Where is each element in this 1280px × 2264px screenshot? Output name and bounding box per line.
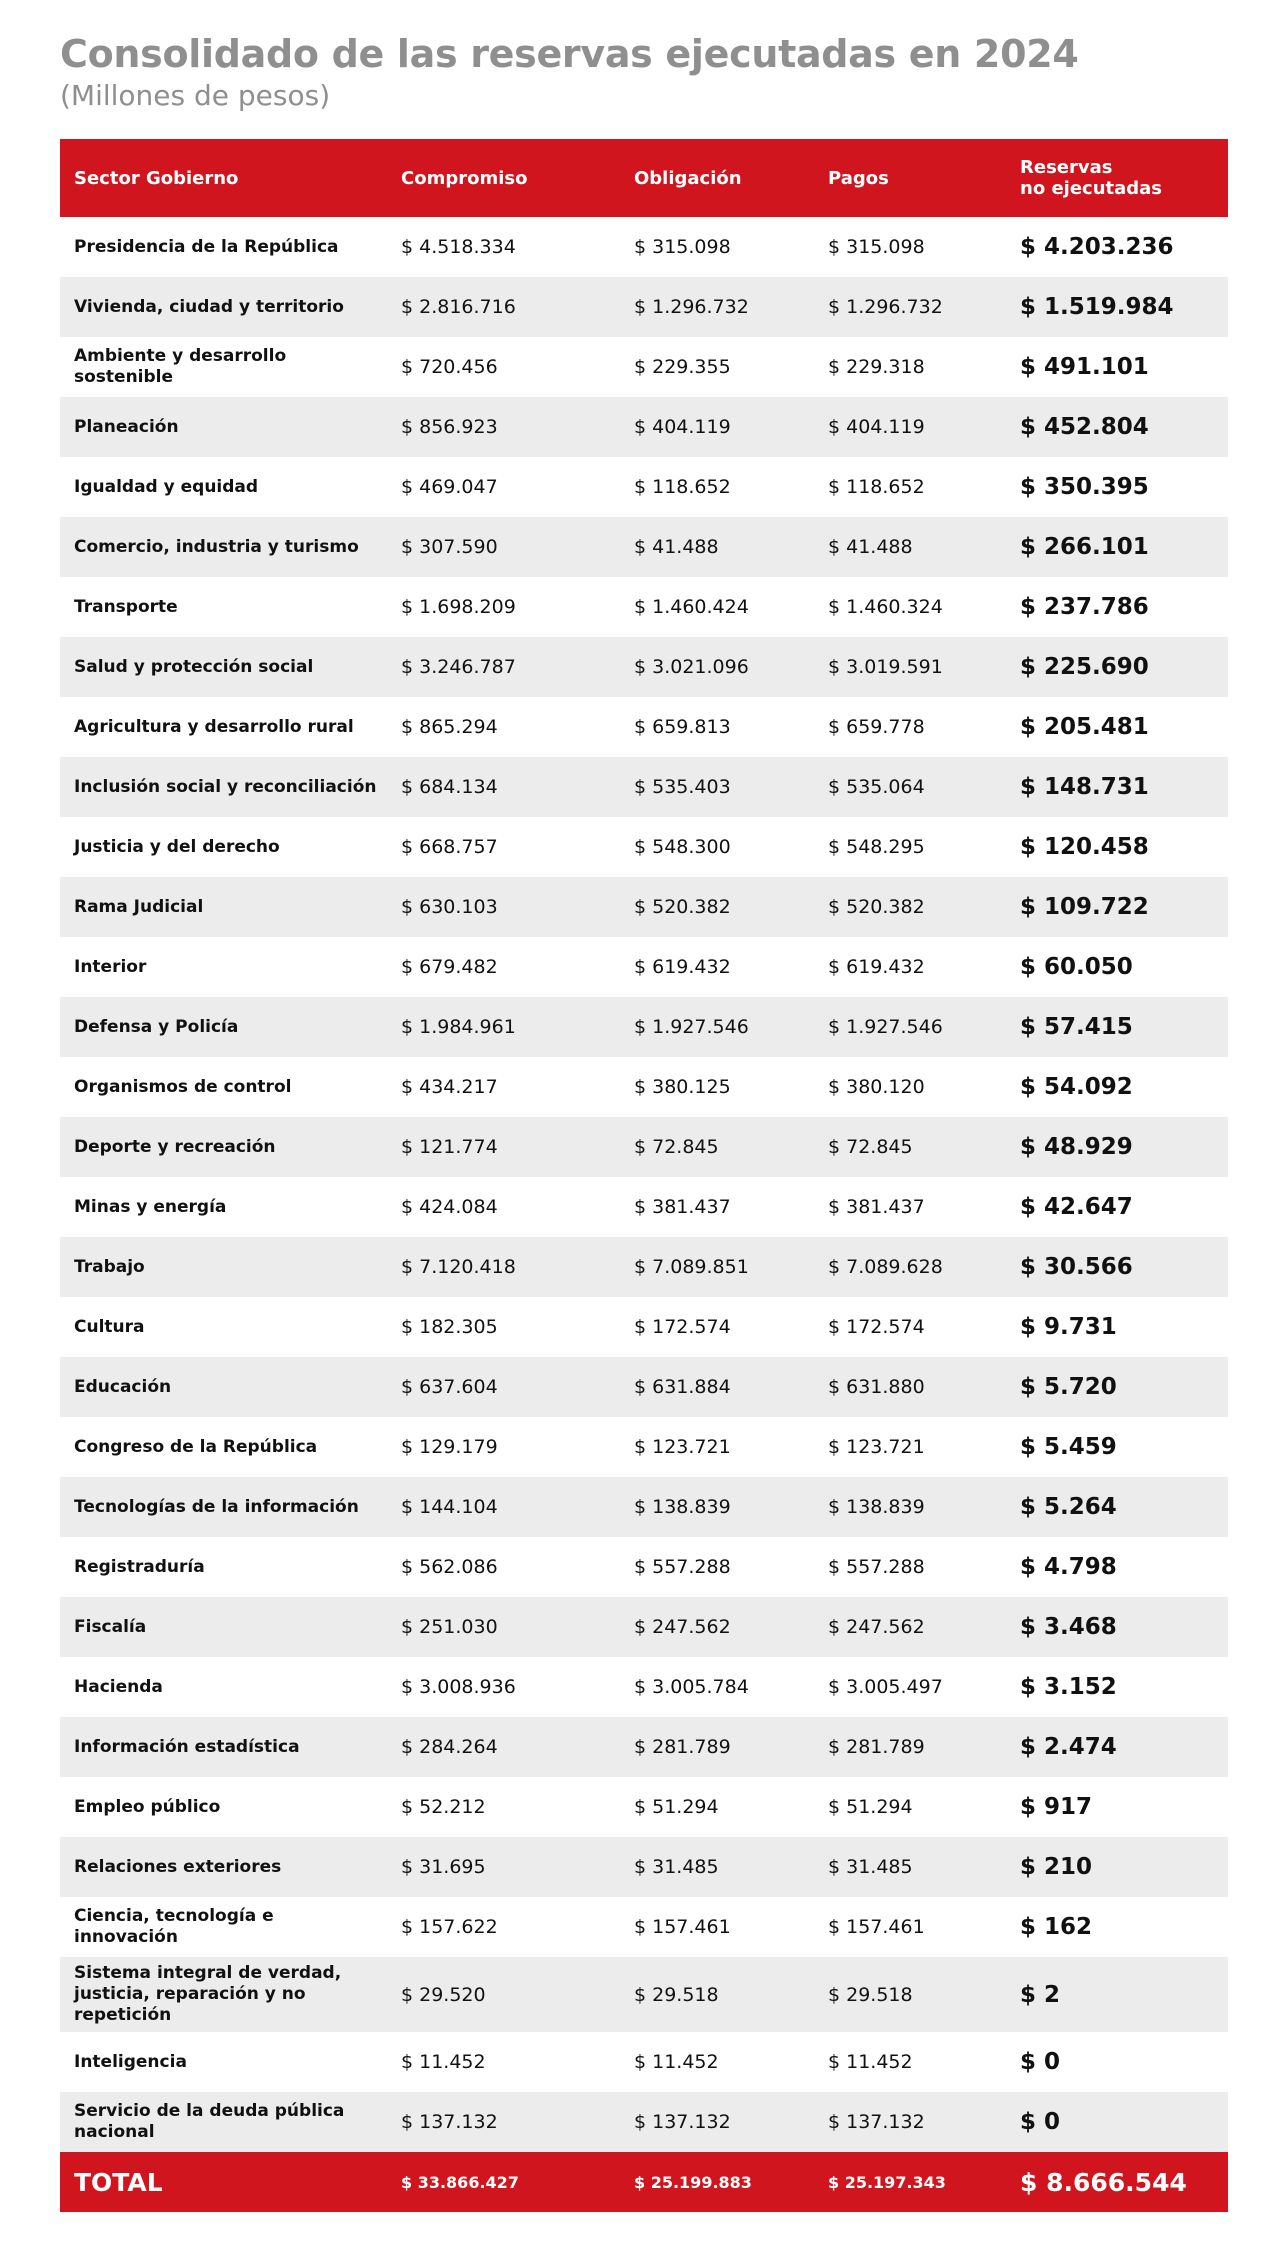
total-row [60, 2152, 1228, 2212]
table-row [60, 697, 1228, 757]
cell-reservas: $ 2 [1020, 1981, 1061, 2008]
cell-obligacion: $ 520.382 [634, 896, 731, 918]
cell-compromiso: $ 434.217 [401, 1076, 498, 1098]
table-row [60, 1597, 1228, 1657]
cell-reservas: $ 205.481 [1020, 714, 1149, 740]
cell-obligacion: $ 3.005.784 [634, 1676, 749, 1698]
cell-pagos: $ 659.778 [828, 716, 925, 738]
cell-reservas: $ 5.459 [1020, 1434, 1117, 1460]
cell-sector: Comercio, industria y turismo [74, 536, 359, 557]
cell-sector: Planeación [74, 416, 179, 437]
table-row [60, 457, 1228, 517]
header-reservas-line2: no ejecutadas [1020, 178, 1163, 199]
cell-compromiso: $ 3.246.787 [401, 656, 516, 678]
table-row [60, 1537, 1228, 1597]
cell-sector: Hacienda [74, 1676, 163, 1697]
table-row [60, 1897, 1228, 1957]
table-row [60, 1777, 1228, 1837]
cell-obligacion: $ 72.845 [634, 1136, 719, 1158]
table-row [60, 217, 1228, 277]
cell-pagos: $ 315.098 [828, 236, 925, 258]
table-row [60, 1237, 1228, 1297]
cell-pagos: $ 1.927.546 [828, 1016, 943, 1038]
cell-reservas: $ 9.731 [1020, 1314, 1117, 1340]
header-compromiso: Compromiso [401, 167, 528, 189]
table-row [60, 637, 1228, 697]
cell-pagos: $ 72.845 [828, 1136, 913, 1158]
cell-sector: Servicio de la deuda pública nacional [74, 2101, 345, 2142]
cell-reservas: $ 350.395 [1020, 474, 1149, 500]
cell-obligacion: $ 619.432 [634, 956, 731, 978]
cell-compromiso: $ 4.518.334 [401, 236, 516, 258]
cell-compromiso: $ 29.520 [401, 1983, 486, 2006]
cell-pagos: $ 3.005.497 [828, 1676, 943, 1698]
table-row [60, 997, 1228, 1057]
header-pagos: Pagos [828, 167, 889, 189]
cell-sector: Congreso de la República [74, 1436, 318, 1457]
table-row [60, 1957, 1228, 2032]
cell-reservas: $ 60.050 [1020, 954, 1133, 980]
table-row [60, 1177, 1228, 1237]
cell-pagos: $ 7.089.628 [828, 1256, 943, 1278]
cell-reservas: $ 109.722 [1020, 894, 1149, 920]
cell-obligacion: $ 51.294 [634, 1796, 719, 1818]
cell-obligacion: $ 7.089.851 [634, 1256, 749, 1278]
cell-compromiso: $ 3.008.936 [401, 1676, 516, 1698]
cell-reservas: $ 48.929 [1020, 1134, 1133, 1160]
cell-pagos: $ 548.295 [828, 836, 925, 858]
cell-pagos: $ 381.437 [828, 1196, 925, 1218]
cell-reservas: $ 2.474 [1020, 1734, 1117, 1760]
cell-compromiso: $ 424.084 [401, 1196, 498, 1218]
cell-sector: Sistema integral de verdad, justicia, reparación y no repetición [74, 1963, 342, 2025]
table-row [60, 1417, 1228, 1477]
page-subtitle: (Millones de pesos) [60, 79, 331, 112]
cell-sector: Deporte y recreación [74, 1136, 276, 1157]
cell-obligacion: $ 557.288 [634, 1556, 731, 1578]
table-row [60, 2092, 1228, 2152]
cell-pagos: $ 404.119 [828, 416, 925, 438]
cell-compromiso: $ 679.482 [401, 956, 498, 978]
cell-reservas: $ 42.647 [1020, 1194, 1133, 1220]
cell-sector: Rama Judicial [74, 896, 204, 917]
total-reservas: $ 8.666.544 [1020, 2167, 1187, 2197]
cell-pagos: $ 631.880 [828, 1376, 925, 1398]
table-row [60, 1477, 1228, 1537]
total-obligacion: $ 25.199.883 [634, 2172, 752, 2192]
cell-compromiso: $ 144.104 [401, 1496, 498, 1518]
cell-reservas: $ 266.101 [1020, 534, 1149, 560]
cell-reservas: $ 0 [1020, 2049, 1061, 2075]
cell-compromiso: $ 630.103 [401, 896, 498, 918]
total-label: TOTAL [74, 2167, 163, 2197]
cell-reservas: $ 452.804 [1020, 414, 1149, 440]
cell-compromiso: $ 11.452 [401, 2051, 486, 2073]
cell-reservas: $ 3.152 [1020, 1674, 1117, 1700]
cell-obligacion: $ 118.652 [634, 476, 731, 498]
cell-reservas: $ 4.798 [1020, 1554, 1117, 1580]
cell-compromiso: $ 469.047 [401, 476, 498, 498]
cell-reservas: $ 1.519.984 [1020, 294, 1174, 320]
cell-compromiso: $ 856.923 [401, 416, 498, 438]
cell-sector: Cultura [74, 1316, 145, 1337]
cell-obligacion: $ 3.021.096 [634, 656, 749, 678]
cell-sector: Salud y protección social [74, 656, 314, 677]
cell-obligacion: $ 41.488 [634, 536, 719, 558]
cell-sector: Defensa y Policía [74, 1016, 239, 1037]
cell-compromiso: $ 2.816.716 [401, 296, 516, 318]
table-row [60, 877, 1228, 937]
table-row [60, 1057, 1228, 1117]
cell-reservas: $ 4.203.236 [1020, 234, 1174, 260]
table-row [60, 1837, 1228, 1897]
cell-compromiso: $ 251.030 [401, 1616, 498, 1638]
cell-sector: Minas y energía [74, 1196, 227, 1217]
cell-obligacion: $ 1.460.424 [634, 596, 749, 618]
cell-sector: Igualdad y equidad [74, 476, 259, 497]
table-row [60, 1357, 1228, 1417]
table-row [60, 937, 1228, 997]
cell-pagos: $ 281.789 [828, 1736, 925, 1758]
cell-pagos: $ 1.460.324 [828, 596, 943, 618]
cell-compromiso: $ 637.604 [401, 1376, 498, 1398]
cell-obligacion: $ 659.813 [634, 716, 731, 738]
cell-reservas: $ 120.458 [1020, 834, 1149, 860]
cell-pagos: $ 138.839 [828, 1496, 925, 1518]
cell-pagos: $ 172.574 [828, 1316, 925, 1338]
cell-pagos: $ 520.382 [828, 896, 925, 918]
table-body [60, 217, 1228, 2212]
cell-obligacion: $ 548.300 [634, 836, 731, 858]
cell-obligacion: $ 29.518 [634, 1983, 719, 2006]
table-row [60, 1657, 1228, 1717]
cell-sector: Inclusión social y reconciliación [74, 776, 377, 797]
cell-obligacion: $ 381.437 [634, 1196, 731, 1218]
table-row [60, 1117, 1228, 1177]
cell-sector: Educación [74, 1376, 172, 1397]
page-title: Consolidado de las reservas ejecutadas en 2024 [60, 32, 1079, 76]
cell-compromiso: $ 307.590 [401, 536, 498, 558]
table-row [60, 1717, 1228, 1777]
cell-pagos: $ 3.019.591 [828, 656, 943, 678]
cell-obligacion: $ 11.452 [634, 2051, 719, 2073]
cell-reservas: $ 225.690 [1020, 654, 1149, 680]
cell-obligacion: $ 315.098 [634, 236, 731, 258]
cell-compromiso: $ 137.132 [401, 2111, 498, 2133]
cell-compromiso: $ 52.212 [401, 1796, 486, 1818]
cell-compromiso: $ 7.120.418 [401, 1256, 516, 1278]
cell-pagos: $ 619.432 [828, 956, 925, 978]
cell-sector: Información estadística [74, 1736, 300, 1757]
cell-sector: Presidencia de la República [74, 236, 339, 257]
reserves-table [60, 139, 1228, 2212]
cell-sector: Registraduría [74, 1556, 205, 1577]
cell-sector: Fiscalía [74, 1616, 147, 1637]
total-compromiso: $ 33.866.427 [401, 2172, 519, 2192]
cell-reservas: $ 148.731 [1020, 774, 1149, 800]
cell-compromiso: $ 1.984.961 [401, 1016, 516, 1038]
cell-pagos: $ 123.721 [828, 1436, 925, 1458]
cell-compromiso: $ 129.179 [401, 1436, 498, 1458]
cell-pagos: $ 229.318 [828, 356, 925, 378]
table-row [60, 337, 1228, 397]
cell-sector: Transporte [74, 596, 178, 617]
cell-obligacion: $ 229.355 [634, 356, 731, 378]
cell-obligacion: $ 1.927.546 [634, 1016, 749, 1038]
cell-compromiso: $ 31.695 [401, 1856, 486, 1878]
table-row [60, 517, 1228, 577]
cell-reservas: $ 237.786 [1020, 594, 1149, 620]
table-row [60, 757, 1228, 817]
header-reservas [1010, 139, 1228, 217]
cell-sector: Trabajo [74, 1256, 145, 1277]
cell-pagos: $ 29.518 [828, 1983, 913, 2006]
cell-reservas: $ 57.415 [1020, 1014, 1133, 1040]
cell-compromiso: $ 562.086 [401, 1556, 498, 1578]
cell-pagos: $ 51.294 [828, 1796, 913, 1818]
cell-pagos: $ 41.488 [828, 536, 913, 558]
cell-pagos: $ 11.452 [828, 2051, 913, 2073]
cell-obligacion: $ 631.884 [634, 1376, 731, 1398]
cell-reservas: $ 917 [1020, 1794, 1093, 1820]
cell-obligacion: $ 247.562 [634, 1616, 731, 1638]
table-row [60, 577, 1228, 637]
cell-sector: Relaciones exteriores [74, 1856, 282, 1877]
cell-obligacion: $ 137.132 [634, 2111, 731, 2133]
cell-obligacion: $ 535.403 [634, 776, 731, 798]
cell-obligacion: $ 404.119 [634, 416, 731, 438]
cell-reservas: $ 30.566 [1020, 1254, 1133, 1280]
cell-sector: Agricultura y desarrollo rural [74, 716, 354, 737]
table-row [60, 817, 1228, 877]
cell-obligacion: $ 157.461 [634, 1916, 731, 1938]
cell-sector: Vivienda, ciudad y territorio [74, 296, 344, 317]
cell-obligacion: $ 172.574 [634, 1316, 731, 1338]
cell-compromiso: $ 284.264 [401, 1736, 498, 1758]
cell-pagos: $ 31.485 [828, 1856, 913, 1878]
cell-sector: Interior [74, 956, 147, 977]
header-sector: Sector Gobierno [74, 167, 239, 189]
cell-pagos: $ 380.120 [828, 1076, 925, 1098]
cell-reservas: $ 5.720 [1020, 1374, 1117, 1400]
cell-pagos: $ 247.562 [828, 1616, 925, 1638]
cell-reservas: $ 210 [1020, 1854, 1093, 1880]
cell-compromiso: $ 121.774 [401, 1136, 498, 1158]
cell-reservas: $ 162 [1020, 1914, 1093, 1940]
cell-obligacion: $ 380.125 [634, 1076, 731, 1098]
cell-obligacion: $ 138.839 [634, 1496, 731, 1518]
cell-compromiso: $ 684.134 [401, 776, 498, 798]
cell-obligacion: $ 281.789 [634, 1736, 731, 1758]
cell-sector: Inteligencia [74, 2051, 187, 2072]
cell-obligacion: $ 31.485 [634, 1856, 719, 1878]
cell-obligacion: $ 123.721 [634, 1436, 731, 1458]
cell-compromiso: $ 157.622 [401, 1916, 498, 1938]
table-row [60, 2032, 1228, 2092]
cell-obligacion: $ 1.296.732 [634, 296, 749, 318]
cell-pagos: $ 137.132 [828, 2111, 925, 2133]
cell-reservas: $ 3.468 [1020, 1614, 1117, 1640]
table-row [60, 277, 1228, 337]
cell-compromiso: $ 668.757 [401, 836, 498, 858]
cell-sector: Organismos de control [74, 1076, 292, 1097]
cell-compromiso: $ 865.294 [401, 716, 498, 738]
cell-pagos: $ 1.296.732 [828, 296, 943, 318]
cell-pagos: $ 557.288 [828, 1556, 925, 1578]
cell-sector: Tecnologías de la información [74, 1496, 359, 1517]
cell-sector: Justicia y del derecho [74, 836, 280, 857]
cell-compromiso: $ 720.456 [401, 356, 498, 378]
total-pagos: $ 25.197.343 [828, 2172, 946, 2192]
table-row [60, 397, 1228, 457]
table-row [60, 1297, 1228, 1357]
cell-reservas: $ 0 [1020, 2109, 1061, 2135]
cell-sector: Ciencia, tecnología e innovación [74, 1906, 274, 1947]
cell-reservas: $ 5.264 [1020, 1494, 1117, 1520]
cell-reservas: $ 491.101 [1020, 354, 1149, 380]
cell-pagos: $ 157.461 [828, 1916, 925, 1938]
cell-pagos: $ 535.064 [828, 776, 925, 798]
report-page [60, 28, 1228, 2197]
cell-sector: Empleo público [74, 1796, 221, 1817]
header-reservas-line1: Reservas [1020, 157, 1113, 178]
cell-reservas: $ 54.092 [1020, 1074, 1133, 1100]
cell-pagos: $ 118.652 [828, 476, 925, 498]
header-obligacion: Obligación [634, 167, 742, 189]
cell-sector: Ambiente y desarrollo sostenible [74, 346, 287, 387]
cell-compromiso: $ 182.305 [401, 1316, 498, 1338]
table-header-row [60, 139, 1228, 217]
cell-compromiso: $ 1.698.209 [401, 596, 516, 618]
